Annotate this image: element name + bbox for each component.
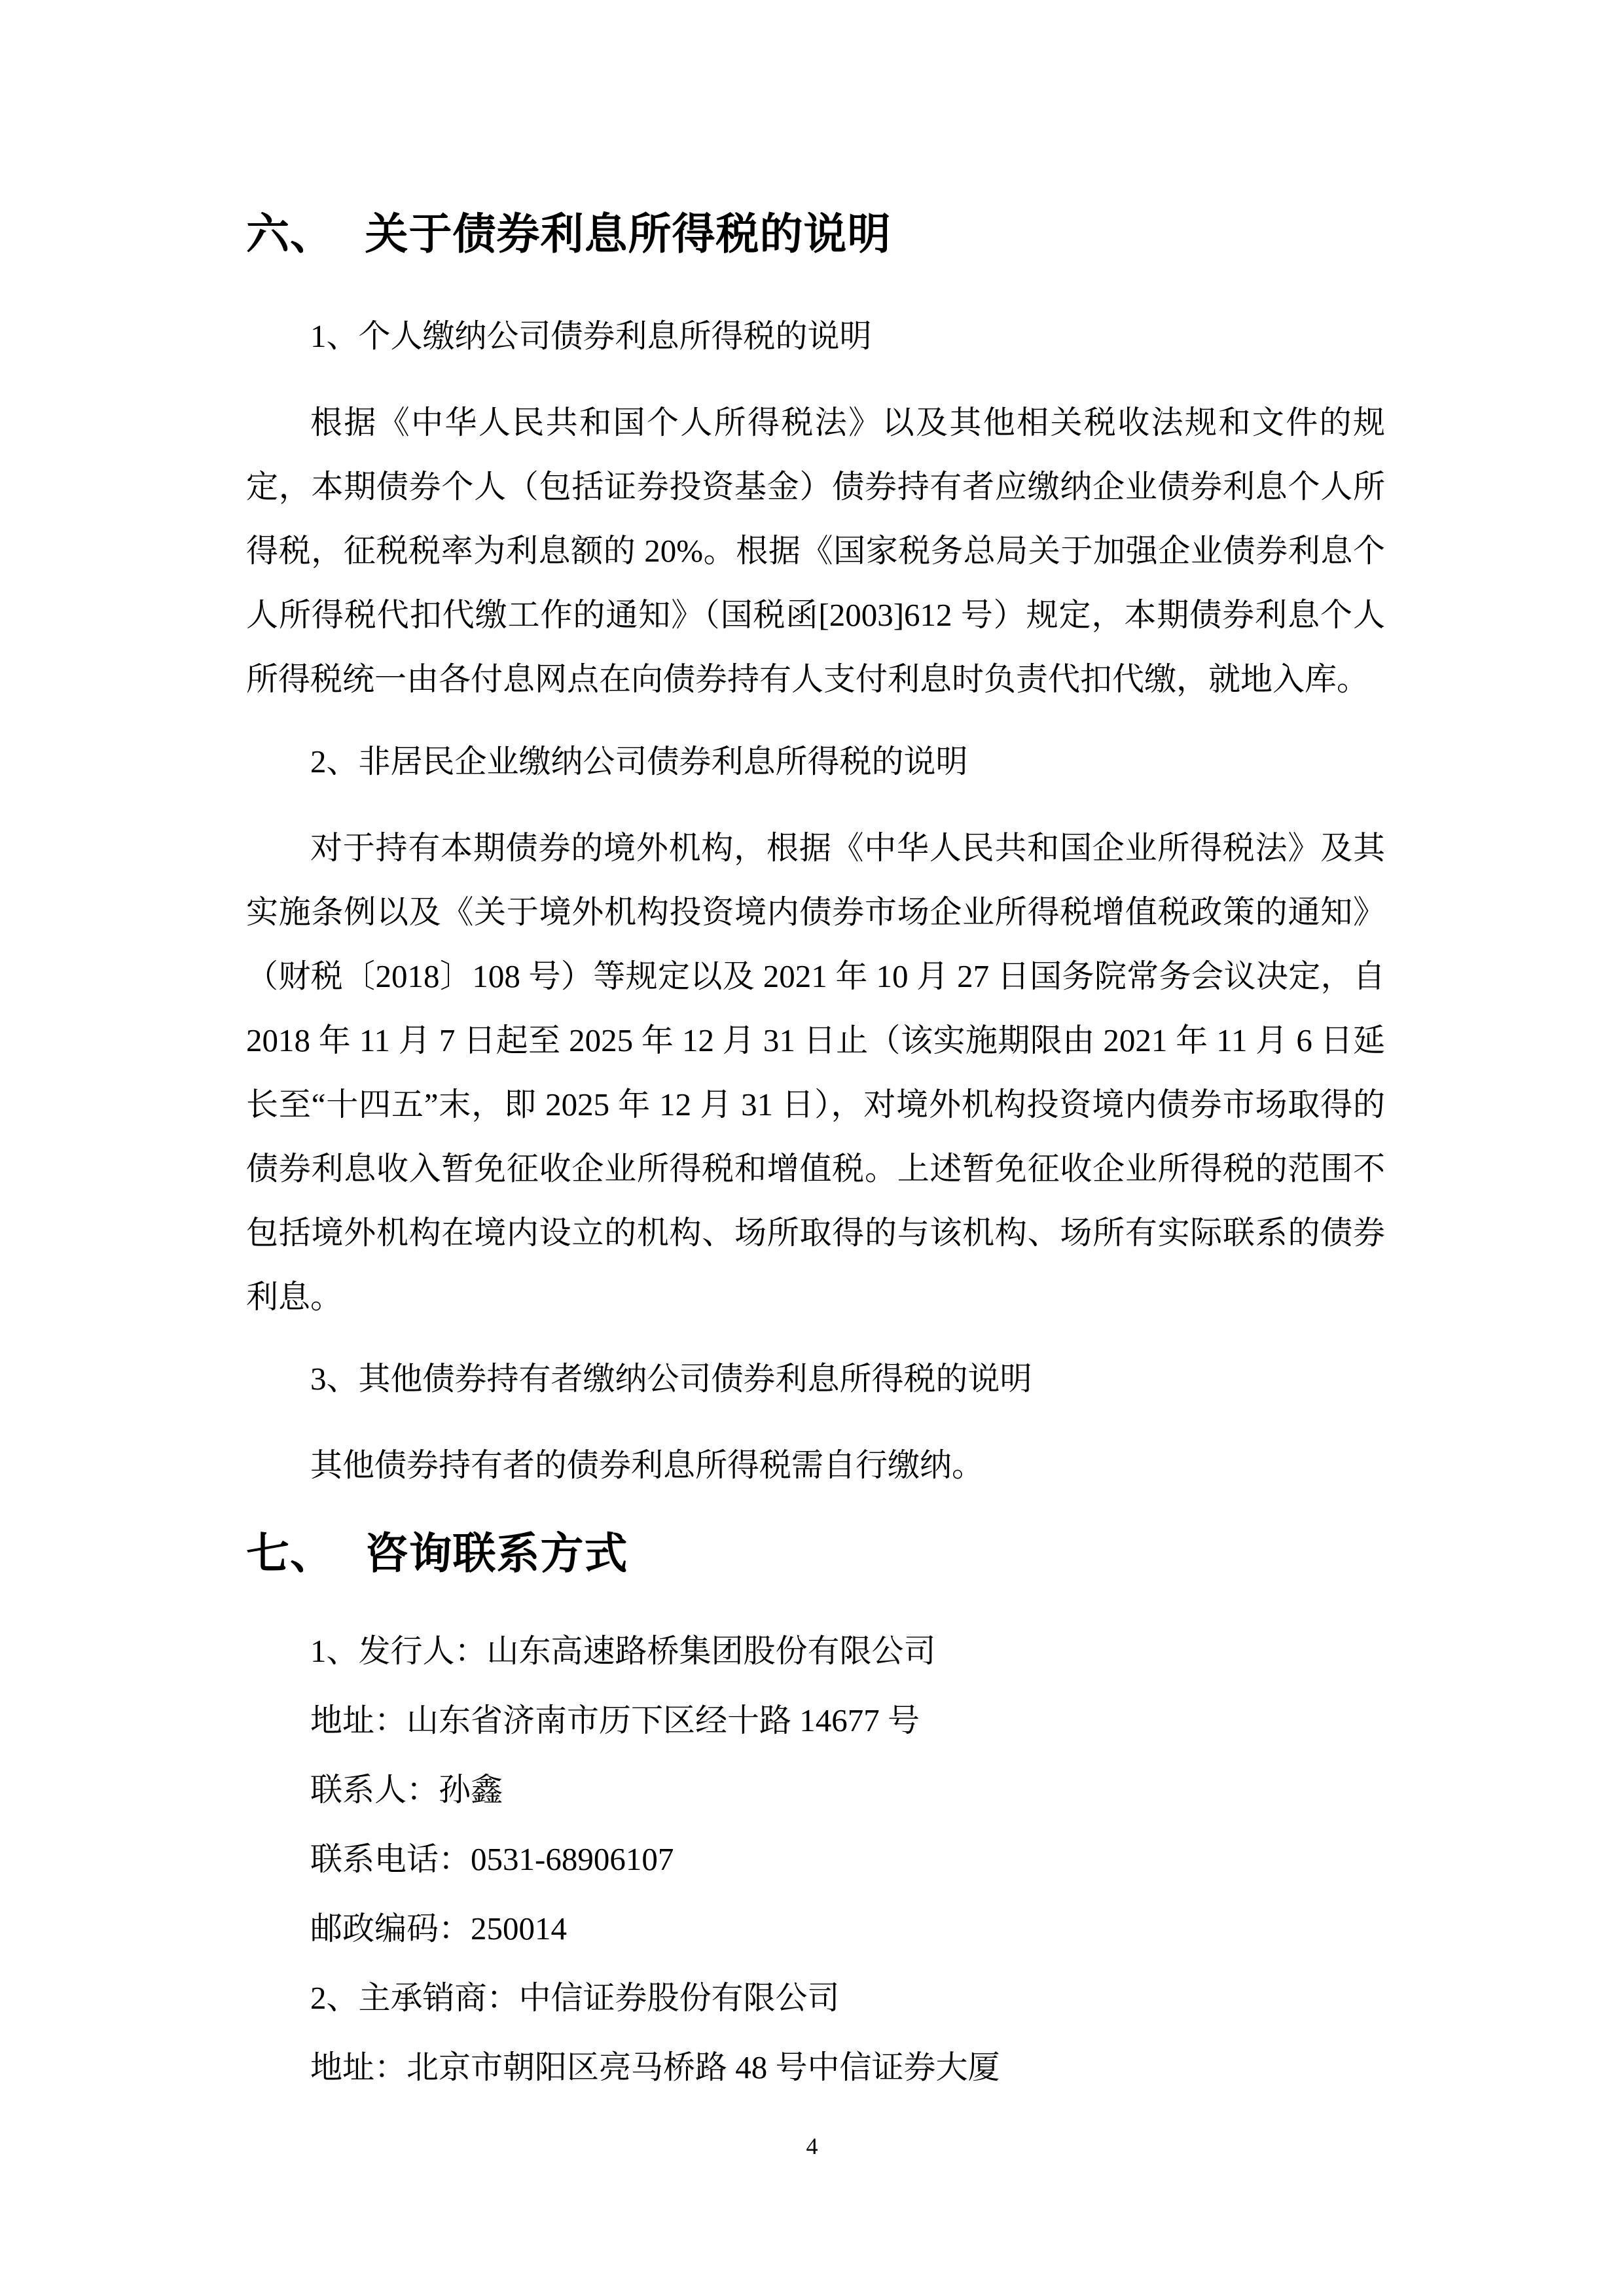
item-3-paragraph: 其他债券持有者的债券利息所得税需自行缴纳。 (310, 1447, 984, 1483)
item-1-label: 1、个人缴纳公司债券利息所得税的说明 (310, 318, 872, 354)
contact-line-underwriter-address: 地址：北京市朝阳区亮马桥路 48 号中信证券大厦 (310, 2049, 1000, 2085)
page-number: 4 (806, 2133, 818, 2159)
item-2-label: 2、非居民企业缴纳公司债券利息所得税的说明 (310, 744, 968, 780)
section-7-title: 咨询联系方式 (365, 1530, 628, 1578)
item-3-label: 3、其他债券持有者缴纳公司债券利息所得税的说明 (310, 1361, 1032, 1397)
section-7-heading (246, 1528, 1385, 1581)
contact-line-issuer: 1、发行人：山东高速路桥集团股份有限公司 (310, 1633, 936, 1669)
section-6-number: 六、 (246, 211, 334, 259)
contact-line-contact-person: 联系人：孙鑫 (310, 1772, 503, 1808)
section-6-title: 关于债券利息所得税的说明 (365, 211, 892, 259)
contact-line-underwriter: 2、主承销商：中信证券股份有限公司 (310, 1980, 840, 2016)
section-6-heading (246, 209, 1385, 261)
item-1-paragraph: 根据《中华人民共和国个人所得税法》以及其他相关税收法规和文件的规定，本期债券个人（包括证券投资基金）债券持有者应缴纳企业债券利息个人所得税，征税税率为利息额的 20%。根据《国家税务总局关于加强企业债券利息个人所得税代扣代缴工作的通知》（国税函[2003]612 号）规定，本期债券利息个人所得税统一由各付息网点在向债券持有人支付利息时负责代扣代缴，就地入库。 (246, 404, 1385, 697)
item-2-paragraph: 对于持有本期债券的境外机构，根据《中华人民共和国企业所得税法》及其实施条例以及《关于境外机构投资境内债券市场企业所得税增值税政策的通知》（财税〔2018〕108 号）等规定以及 2021 年 10 月 27 日国务院常务会议决定，自 2018 年 11 月 7 日起至 2025 年 12 月 31 日止（该实施期限由 2021 年 11 月 6 日延长至“十四五”末，即 2025 年 12 月 31 日），对境外机构投资境内债券市场取得的债券利息收入暂免征收企业所得税和增值税。上述暂免征收企业所得税的范围不包括境外机构在境内设立的机构、场所取得的与该机构、场所有实际联系的债券利息。 (246, 830, 1385, 1315)
contact-line-postcode: 邮政编码：250014 (310, 1910, 568, 1946)
contact-line-phone: 联系电话：0531-68906107 (310, 1841, 674, 1877)
contact-list (246, 1619, 1385, 2105)
contact-line-issuer-address: 地址：山东省济南市历下区经十路 14677 号 (310, 1702, 920, 1738)
section-7-number: 七、 (246, 1530, 334, 1578)
